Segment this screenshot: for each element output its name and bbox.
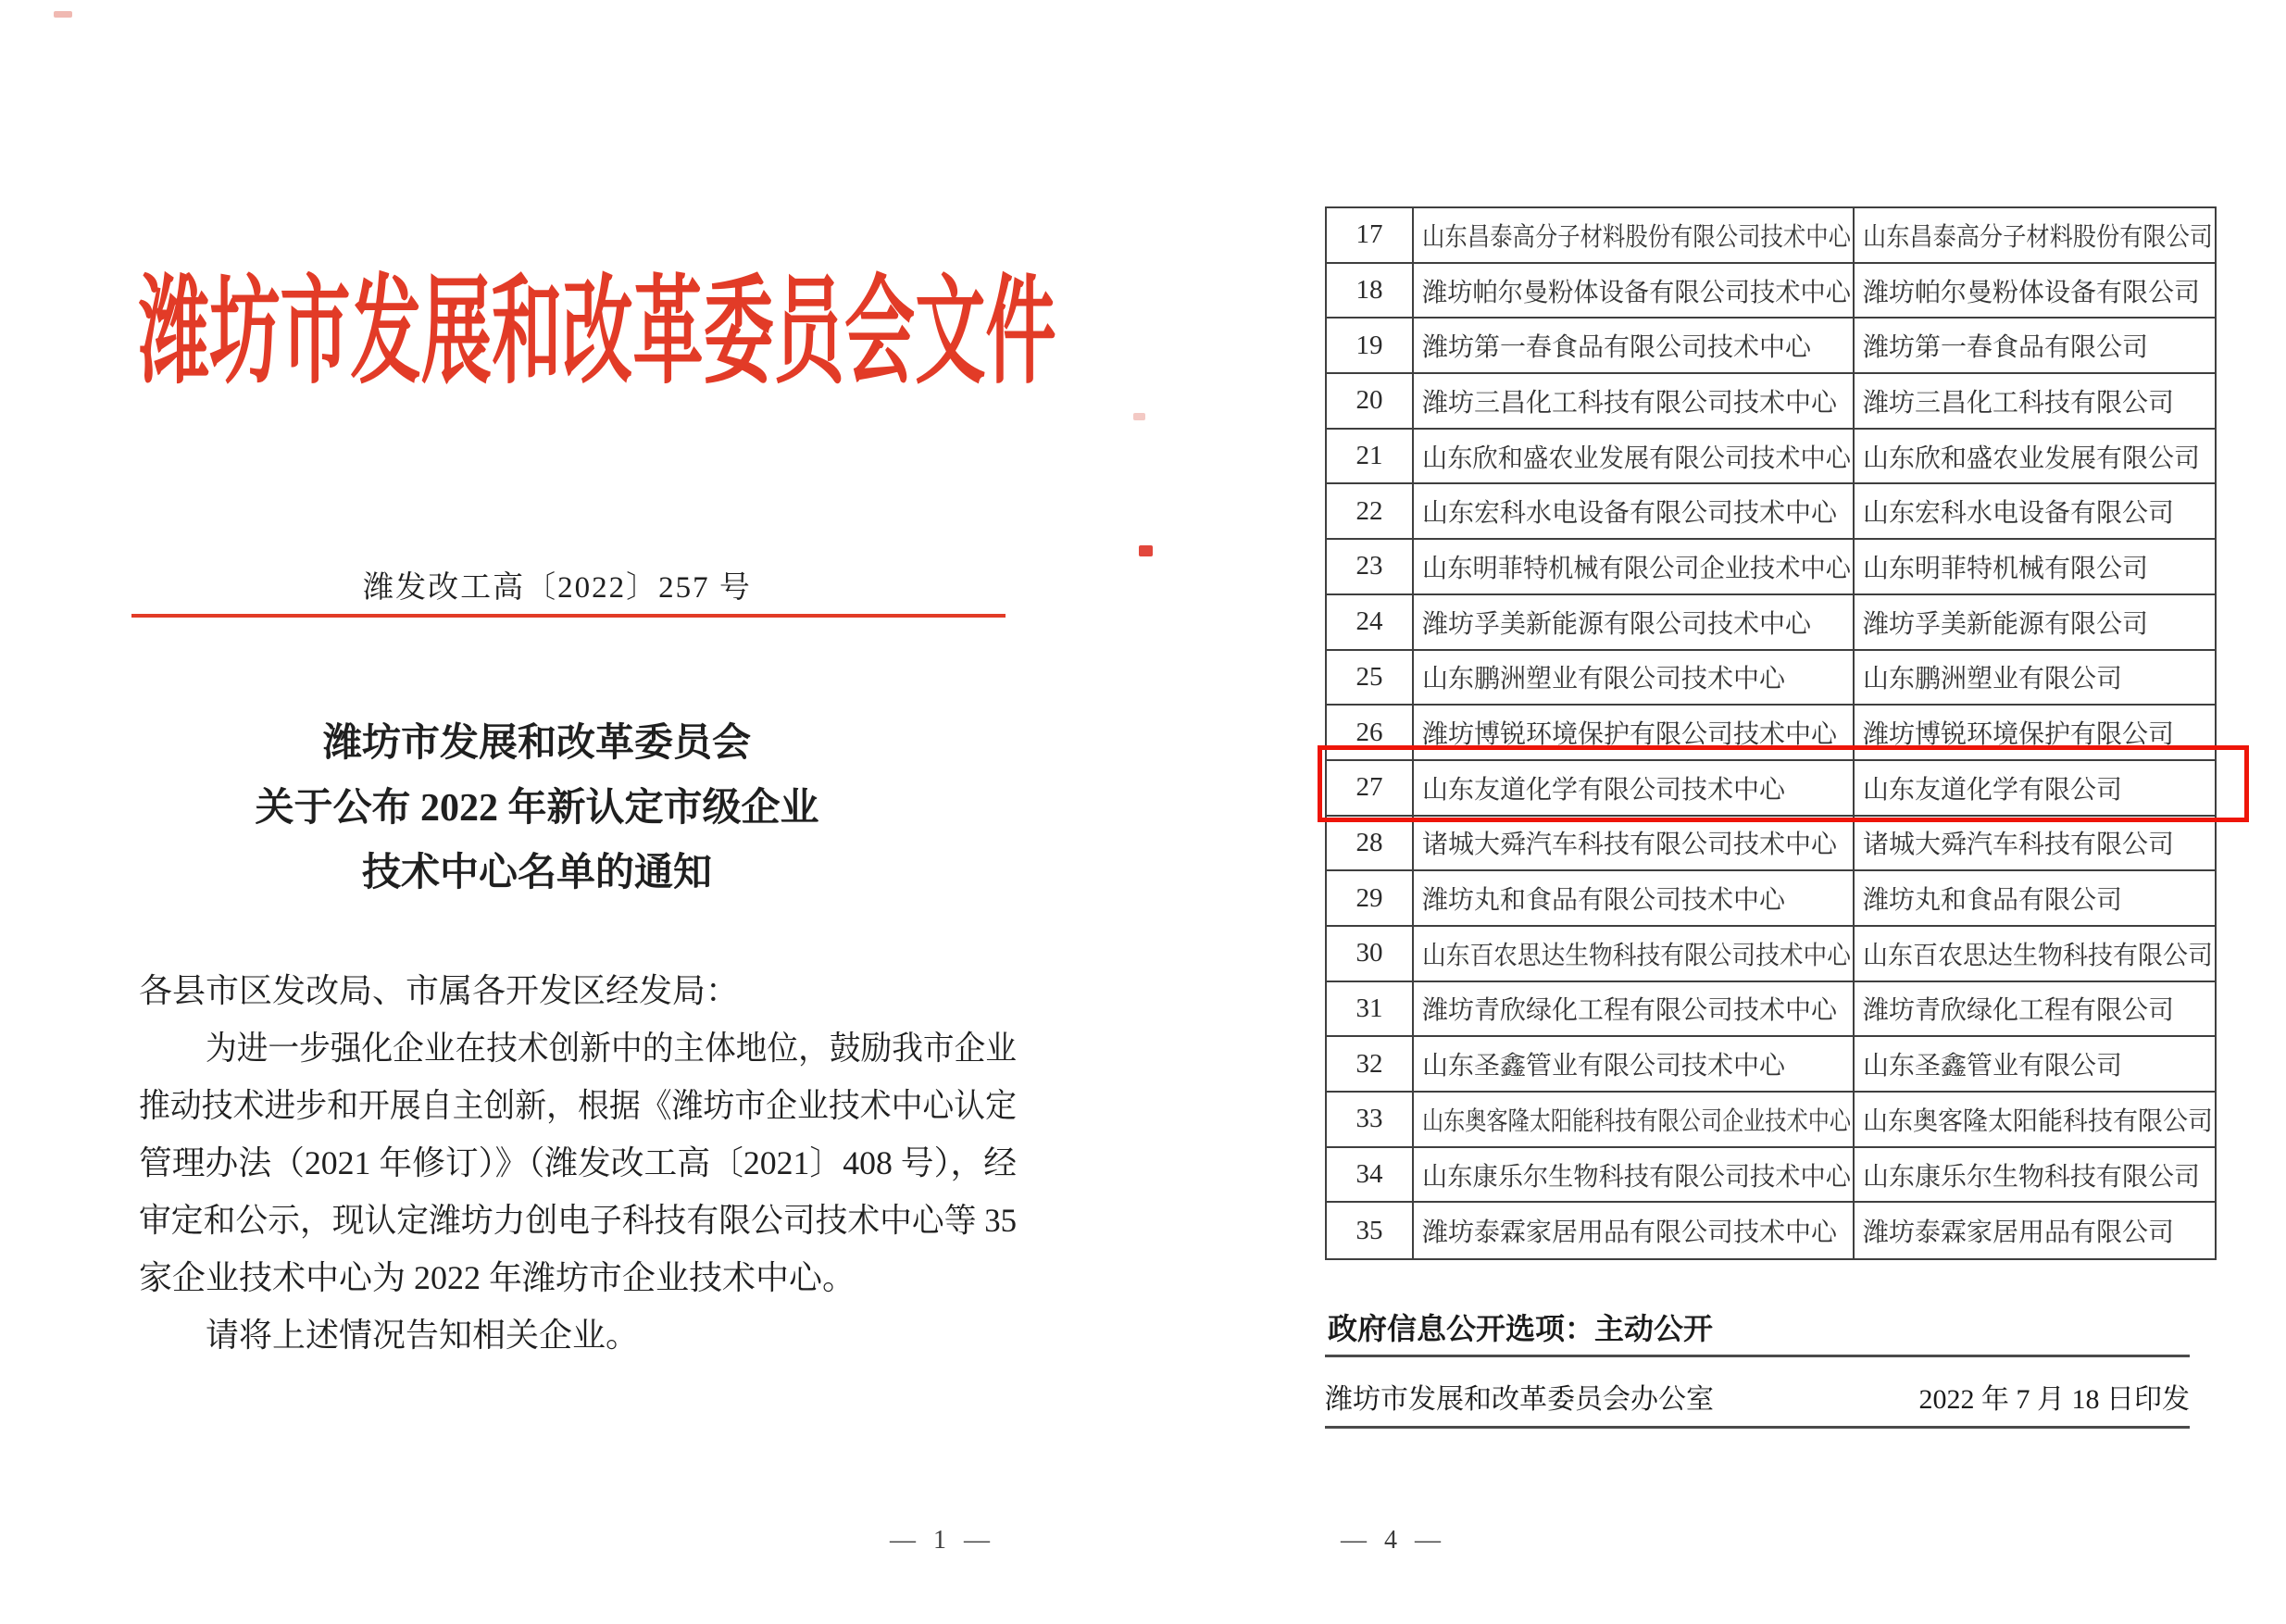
document-number: 潍发改工高〔2022〕257 号 — [363, 571, 752, 605]
page-number-right: — 4 — — [1341, 1526, 1446, 1555]
company-name-cell — [1855, 1148, 2215, 1202]
tech-center-name-cell-text: 潍坊丸和食品有限公司技术中心 — [1422, 886, 1786, 916]
company-name-cell — [1855, 982, 2215, 1036]
table-row — [1327, 1037, 2215, 1093]
red-scan-speck — [1133, 413, 1145, 420]
table-row — [1327, 430, 2215, 485]
company-name-cell-text: 潍坊孚美新能源有限公司 — [1863, 609, 2149, 639]
tech-center-name-cell-text: 潍坊孚美新能源有限公司技术中心 — [1422, 609, 1812, 639]
row-number-cell — [1327, 208, 1414, 262]
tech-center-name-cell-text: 潍坊第一春食品有限公司技术中心 — [1422, 333, 1812, 363]
body-line — [139, 1077, 1017, 1134]
table-row — [1327, 208, 2215, 264]
tech-center-name-cell-text: 山东友道化学有限公司技术中心 — [1422, 775, 1786, 805]
company-name-cell-text: 山东奥客隆太阳能科技有限公司 — [1863, 1106, 2214, 1136]
row-number-cell-text: 27 — [1355, 772, 1383, 803]
row-number-cell-text: 26 — [1355, 717, 1383, 747]
company-name-cell-text: 潍坊青欣绿化工程有限公司 — [1863, 996, 2175, 1026]
row-number-cell-text: 35 — [1355, 1215, 1383, 1245]
company-name-cell — [1855, 761, 2215, 815]
company-name-cell — [1855, 484, 2215, 538]
tech-center-name-cell-text: 潍坊三昌化工科技有限公司技术中心 — [1422, 388, 1838, 418]
table-row — [1327, 871, 2215, 927]
company-name-cell-text: 山东宏科水电设备有限公司 — [1863, 499, 2175, 529]
row-number-cell-text: 33 — [1355, 1104, 1383, 1134]
row-number-cell — [1327, 430, 1414, 483]
body-line-text: 家企业技术中心为 2022 年潍坊市企业技术中心。 — [139, 1259, 856, 1296]
table-row — [1327, 982, 2215, 1038]
row-number-cell — [1327, 264, 1414, 318]
footer-rule-bottom — [1325, 1426, 2190, 1429]
row-number-cell-text: 25 — [1355, 661, 1383, 692]
row-number-cell — [1327, 871, 1414, 925]
company-name-cell-text: 山东圣鑫管业有限公司 — [1863, 1052, 2123, 1081]
footer-row — [1325, 1376, 2190, 1417]
tech-center-name-cell — [1414, 1037, 1855, 1091]
row-number-cell-text: 30 — [1355, 938, 1383, 968]
notice-title-line-text: 潍坊市发展和改革委员会 — [322, 722, 751, 765]
body-line-text: 审定和公示，现认定潍坊力创电子科技有限公司技术中心等 35 — [139, 1202, 1018, 1239]
body-line — [139, 962, 1017, 1019]
row-number-cell — [1327, 982, 1414, 1036]
table-row — [1327, 264, 2215, 319]
tech-center-name-cell-text: 山东圣鑫管业有限公司技术中心 — [1422, 1052, 1786, 1081]
row-number-cell — [1327, 540, 1414, 593]
company-name-cell-text: 潍坊博锐环境保护有限公司 — [1863, 720, 2175, 750]
table-row — [1327, 706, 2215, 761]
company-name-cell-text: 山东友道化学有限公司 — [1863, 775, 2123, 805]
company-name-cell-text: 山东明菲特机械有限公司 — [1863, 554, 2149, 583]
body-paragraphs — [139, 962, 1017, 1364]
notice-title — [97, 711, 977, 906]
tech-center-name-cell — [1414, 706, 1855, 759]
tech-center-name-cell-text: 山东昌泰高分子材料股份有限公司技术中心 — [1422, 222, 1852, 252]
row-number-cell-text: 24 — [1355, 606, 1383, 637]
row-number-cell-text: 17 — [1355, 219, 1383, 250]
row-number-cell — [1327, 1093, 1414, 1146]
table-row — [1327, 319, 2215, 374]
row-number-cell — [1327, 374, 1414, 428]
row-number-cell — [1327, 927, 1414, 981]
row-number-cell-text: 18 — [1355, 275, 1383, 306]
row-number-cell-text: 28 — [1355, 827, 1383, 857]
notice-title-line-text: 关于公布 2022 年新认定市级企业 — [255, 787, 819, 830]
tech-center-name-cell-text: 山东康乐尔生物科技有限公司技术中心 — [1422, 1162, 1852, 1192]
body-line-text: 各县市区发改局、市属各开发区经发局： — [139, 972, 740, 1009]
company-name-cell-text: 潍坊三昌化工科技有限公司 — [1863, 388, 2175, 418]
body-line-text: 推动技术进步和开展自主创新，根据《潍坊市企业技术中心认定 — [139, 1087, 1018, 1124]
issuing-office: 潍坊市发展和改革委员会办公室 — [1325, 1384, 1714, 1415]
red-scan-speck — [54, 11, 72, 18]
tech-center-name-cell — [1414, 871, 1855, 925]
company-name-cell — [1855, 706, 2215, 759]
row-number-cell-text: 34 — [1355, 1159, 1383, 1190]
company-name-cell — [1855, 651, 2215, 705]
tech-center-name-cell-text: 山东鹏洲塑业有限公司技术中心 — [1422, 665, 1786, 694]
tech-center-name-cell — [1414, 208, 1855, 262]
row-number-cell — [1327, 817, 1414, 870]
tech-center-name-cell — [1414, 264, 1855, 318]
row-number-cell-text: 19 — [1355, 330, 1383, 360]
tech-center-name-cell — [1414, 817, 1855, 870]
table-row — [1327, 651, 2215, 706]
row-number-cell — [1327, 1148, 1414, 1202]
tech-center-name-cell — [1414, 540, 1855, 593]
table-row — [1327, 817, 2215, 872]
agency-red-banner: 潍坊市发展和改革委员会文件 — [138, 269, 1056, 398]
company-name-cell — [1855, 540, 2215, 593]
company-name-cell — [1855, 430, 2215, 483]
company-name-cell — [1855, 264, 2215, 318]
body-line — [139, 1134, 1017, 1192]
company-name-cell — [1855, 319, 2215, 372]
body-line-text: 管理办法（2021 年修订）》（潍发改工高〔2021〕408 号），经 — [139, 1144, 1018, 1181]
row-number-cell — [1327, 595, 1414, 649]
tech-center-name-cell — [1414, 982, 1855, 1036]
tech-center-name-cell — [1414, 374, 1855, 428]
page-number-left: — 1 — — [890, 1526, 995, 1555]
company-name-cell-text: 潍坊帕尔曼粉体设备有限公司 — [1863, 278, 2201, 307]
tech-center-name-cell-text: 山东欣和盛农业发展有限公司技术中心 — [1422, 443, 1852, 473]
tech-center-name-cell-text: 潍坊泰霖家居用品有限公司技术中心 — [1422, 1218, 1838, 1248]
row-number-cell — [1327, 484, 1414, 538]
company-name-cell — [1855, 1037, 2215, 1091]
tech-center-name-cell-text: 潍坊博锐环境保护有限公司技术中心 — [1422, 720, 1838, 750]
companies-table — [1325, 206, 2217, 1260]
tech-center-name-cell — [1414, 1093, 1855, 1146]
tech-center-name-cell — [1414, 430, 1855, 483]
company-name-cell-text: 潍坊丸和食品有限公司 — [1863, 886, 2123, 916]
table-row — [1327, 595, 2215, 651]
company-name-cell-text: 山东百农思达生物科技有限公司 — [1863, 941, 2214, 970]
row-number-cell-text: 23 — [1355, 551, 1383, 581]
company-name-cell — [1855, 1093, 2215, 1146]
notice-title-line — [97, 841, 977, 906]
tech-center-name-cell — [1414, 484, 1855, 538]
row-number-cell — [1327, 706, 1414, 759]
red-divider-rule — [131, 614, 1006, 618]
company-name-cell-text: 山东康乐尔生物科技有限公司 — [1863, 1162, 2201, 1192]
red-scan-speck — [1139, 545, 1153, 556]
tech-center-name-cell — [1414, 651, 1855, 705]
table-row — [1327, 484, 2215, 540]
tech-center-name-cell-text: 潍坊青欣绿化工程有限公司技术中心 — [1422, 996, 1838, 1026]
body-line — [139, 1019, 1017, 1077]
tech-center-name-cell-text: 山东奥客隆太阳能科技有限公司企业技术中心 — [1422, 1106, 1852, 1136]
table-row — [1327, 1148, 2215, 1204]
print-date: 2022 年 7 月 18 日印发 — [1918, 1384, 2190, 1415]
company-name-cell — [1855, 595, 2215, 649]
disclosure-note: 政府信息公开选项：主动公开 — [1328, 1312, 1714, 1345]
company-name-cell-text: 山东昌泰高分子材料股份有限公司 — [1863, 222, 2214, 252]
company-name-cell — [1855, 871, 2215, 925]
row-number-cell-text: 31 — [1355, 993, 1383, 1023]
table-row — [1327, 374, 2215, 430]
company-name-cell — [1855, 927, 2215, 981]
row-number-cell — [1327, 651, 1414, 705]
row-number-cell-text: 21 — [1355, 441, 1383, 471]
row-number-cell-text: 20 — [1355, 385, 1383, 416]
row-number-cell — [1327, 1037, 1414, 1091]
row-number-cell-text: 32 — [1355, 1048, 1383, 1079]
body-line — [139, 1306, 1017, 1364]
notice-title-line-text: 技术中心名单的通知 — [361, 852, 712, 894]
row-number-cell — [1327, 319, 1414, 372]
company-name-cell — [1855, 1203, 2215, 1258]
table-row — [1327, 1203, 2215, 1258]
tech-center-name-cell-text: 山东明菲特机械有限公司企业技术中心 — [1422, 554, 1852, 583]
tech-center-name-cell-text: 山东百农思达生物科技有限公司技术中心 — [1422, 941, 1852, 970]
body-line — [139, 1192, 1017, 1249]
tech-center-name-cell — [1414, 927, 1855, 981]
tech-center-name-cell — [1414, 1203, 1855, 1258]
tech-center-name-cell-text: 山东宏科水电设备有限公司技术中心 — [1422, 499, 1838, 529]
company-name-cell — [1855, 374, 2215, 428]
company-name-cell-text: 诸城大舜汽车科技有限公司 — [1863, 831, 2175, 860]
table-row — [1327, 927, 2215, 982]
row-number-cell — [1327, 1203, 1414, 1258]
tech-center-name-cell — [1414, 319, 1855, 372]
footer-rule-top — [1325, 1355, 2190, 1357]
notice-title-line — [97, 776, 977, 841]
company-name-cell — [1855, 817, 2215, 870]
row-number-cell-text: 22 — [1355, 495, 1383, 526]
company-name-cell-text: 山东鹏洲塑业有限公司 — [1863, 665, 2123, 694]
body-line — [139, 1249, 1017, 1306]
row-number-cell-text: 29 — [1355, 882, 1383, 913]
tech-center-name-cell-text: 诸城大舜汽车科技有限公司技术中心 — [1422, 831, 1838, 860]
row-number-cell — [1327, 761, 1414, 815]
notice-title-line — [97, 711, 977, 776]
tech-center-name-cell — [1414, 761, 1855, 815]
company-name-cell — [1855, 208, 2215, 262]
company-name-cell-text: 潍坊第一春食品有限公司 — [1863, 333, 2149, 363]
table-row — [1327, 540, 2215, 595]
tech-center-name-cell — [1414, 1148, 1855, 1202]
body-line-text: 为进一步强化企业在技术创新中的主体地位，鼓励我市企业 — [206, 1030, 1018, 1067]
body-line-text: 请将上述情况告知相关企业。 — [206, 1317, 640, 1354]
table-row — [1327, 1093, 2215, 1148]
table-row-highlighted — [1327, 761, 2215, 817]
company-name-cell-text: 山东欣和盛农业发展有限公司 — [1863, 443, 2201, 473]
tech-center-name-cell-text: 潍坊帕尔曼粉体设备有限公司技术中心 — [1422, 278, 1852, 307]
company-name-cell-text: 潍坊泰霖家居用品有限公司 — [1863, 1218, 2175, 1248]
tech-center-name-cell — [1414, 595, 1855, 649]
